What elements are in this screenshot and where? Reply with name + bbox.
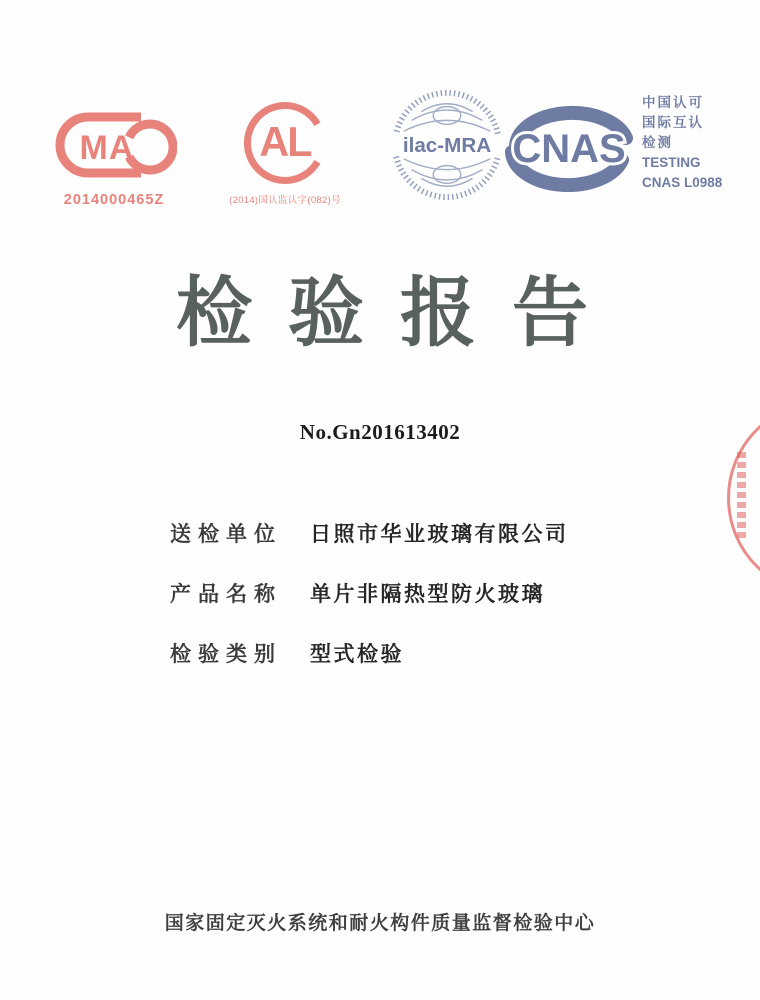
accreditation-line: CNAS L0988 <box>642 175 723 190</box>
al-logo <box>212 98 358 206</box>
accreditation-line: 国际互认 <box>642 115 704 130</box>
cma-logo <box>48 106 180 208</box>
cnas-logo <box>504 100 634 197</box>
cma-icon <box>51 106 177 186</box>
issuing-center-name: 国家固定灭火系统和耐火构件质量监督检验中心 <box>164 913 596 934</box>
report-number: No.Gn201613402 <box>299 420 461 444</box>
field-label: 检验类别 <box>170 643 282 666</box>
red-seal-text-marks <box>737 452 746 540</box>
field-value: 单片非隔热型防火玻璃 <box>310 583 545 606</box>
cma-cert-number: 2014000465Z <box>63 192 165 208</box>
page-title: 检验报告 <box>176 271 624 356</box>
cma-ma-text: MA <box>79 129 135 167</box>
field-row-submitting-unit <box>170 518 569 548</box>
field-value: 日照市华业玻璃有限公司 <box>310 523 569 546</box>
al-icon <box>237 98 333 188</box>
report-fields <box>170 518 569 698</box>
ilac-mra-text: ilac-MRA <box>402 133 492 157</box>
ilac-mra-logo <box>388 86 506 209</box>
cnas-text: CNAS <box>512 127 626 171</box>
ilac-mra-icon <box>388 86 506 204</box>
accreditation-line: 检测 <box>642 135 673 150</box>
field-label: 送检单位 <box>170 523 282 546</box>
accreditation-line: 中国认可 <box>642 95 704 110</box>
cnas-icon <box>504 100 634 192</box>
field-value: 型式检验 <box>310 643 404 666</box>
al-text: AL <box>259 119 311 166</box>
field-label: 产品名称 <box>170 583 282 606</box>
field-row-inspection-category <box>170 638 569 668</box>
field-row-product-name <box>170 578 569 608</box>
cnas-accreditation-text <box>642 93 722 193</box>
accreditation-line: TESTING <box>642 155 701 170</box>
al-cert-text: (2014)国认监认字(082)号 <box>229 195 341 206</box>
